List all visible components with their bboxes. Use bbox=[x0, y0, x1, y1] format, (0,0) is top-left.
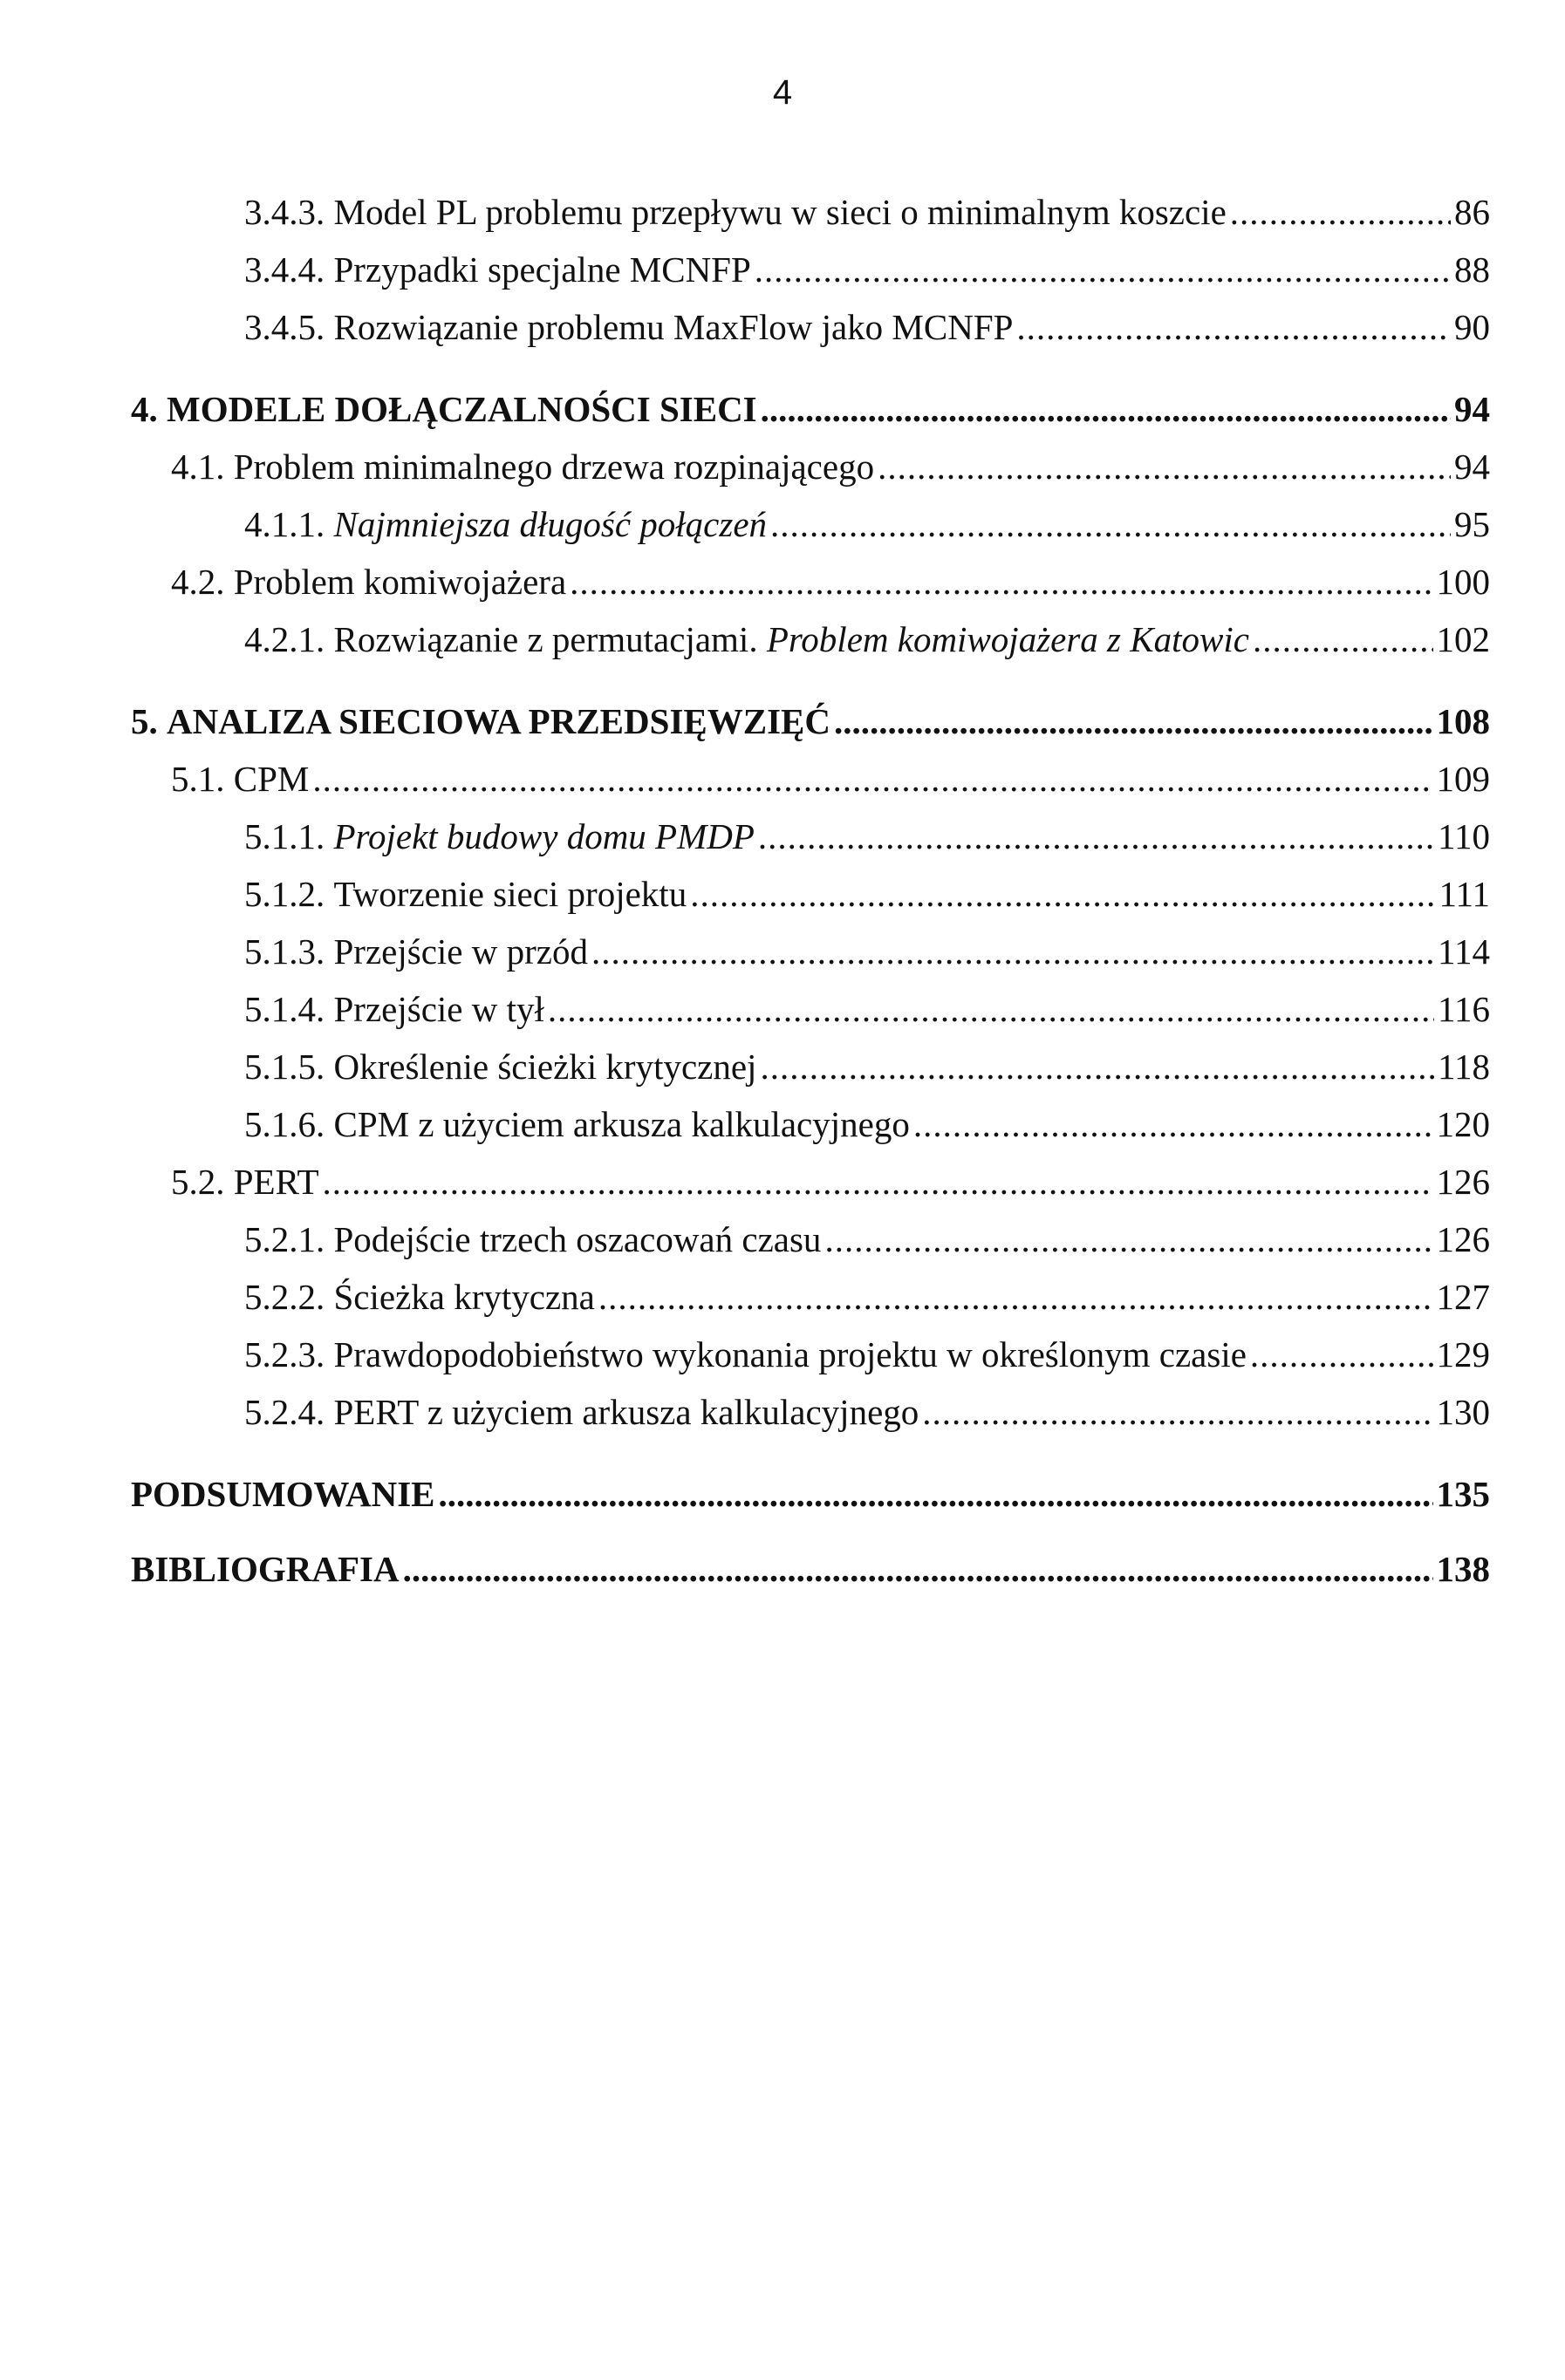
toc-entry-page: 138 bbox=[1436, 1549, 1490, 1589]
toc-entry-title: Ścieżka krytyczna bbox=[333, 1277, 595, 1317]
toc-entry-3-4-3[interactable] bbox=[131, 190, 1490, 234]
toc-entry-page: 108 bbox=[1436, 701, 1490, 741]
toc-entry-page: 118 bbox=[1438, 1047, 1490, 1087]
dot-leader bbox=[323, 1160, 1433, 1204]
toc-entry-page: 120 bbox=[1436, 1104, 1490, 1144]
toc-entry-title: Podejście trzech oszacowań czasu bbox=[333, 1219, 822, 1259]
dot-leader bbox=[1016, 305, 1451, 349]
toc-entry-number: 5.1. bbox=[171, 759, 225, 799]
toc-entry-number: 5.2.2. bbox=[244, 1277, 325, 1317]
toc-entry-title-italic: Problem komiwojażera z Katowic bbox=[766, 619, 1249, 659]
toc-entry-5-2-2[interactable] bbox=[131, 1275, 1490, 1319]
toc-entry-number: 5.1.5. bbox=[244, 1047, 325, 1087]
toc-chapter-4[interactable] bbox=[131, 387, 1490, 431]
toc-entry-title: BIBLIOGRAFIA bbox=[131, 1549, 400, 1589]
toc-entry-title: MODELE DOŁĄCZALNOŚCI SIECI bbox=[167, 389, 757, 429]
dot-leader bbox=[922, 1390, 1432, 1434]
toc-entry-page: 129 bbox=[1436, 1334, 1490, 1374]
toc-entry-title: Model PL problemu przepływu w sieci o minimalnym koszcie bbox=[333, 192, 1227, 232]
toc-entry-page: 90 bbox=[1454, 307, 1490, 347]
dot-leader bbox=[570, 560, 1432, 604]
dot-leader bbox=[439, 1472, 1433, 1516]
toc-entry-number: 3.4.3. bbox=[244, 192, 325, 232]
toc-entry-title: Tworzenie sieci projektu bbox=[333, 874, 687, 914]
toc-entry-title: Przypadki specjalne MCNFP bbox=[333, 249, 751, 290]
dot-leader bbox=[758, 815, 1434, 858]
toc-entry-title: Problem komiwojażera bbox=[233, 562, 567, 602]
toc-entry-5-2-1[interactable] bbox=[131, 1217, 1490, 1261]
toc-entry-title: Przejście w przód bbox=[333, 931, 588, 972]
toc-entry-page: 126 bbox=[1436, 1219, 1490, 1259]
toc-entry-number: 4.2.1. bbox=[244, 619, 325, 659]
toc-entry-number: 5.1.6. bbox=[244, 1104, 325, 1144]
toc-entry-5-1-6[interactable] bbox=[131, 1102, 1490, 1146]
toc-entry-page: 94 bbox=[1454, 389, 1490, 429]
toc-entry-4-2-1[interactable] bbox=[131, 617, 1490, 661]
dot-leader bbox=[1253, 617, 1433, 661]
toc-entry-5-2[interactable] bbox=[131, 1160, 1490, 1204]
toc-entry-5-1-5[interactable] bbox=[131, 1045, 1490, 1088]
toc-entry-title: Rozwiązanie z permutacjami. bbox=[333, 619, 758, 659]
toc-entry-number: 5.1.3. bbox=[244, 931, 325, 972]
toc-entry-page: 95 bbox=[1454, 504, 1490, 544]
toc-entry-number: 4.1.1. bbox=[244, 504, 325, 544]
toc-entry-page: 116 bbox=[1438, 989, 1490, 1029]
toc-entry-number: 5.1.2. bbox=[244, 874, 325, 914]
toc-entry-page: 130 bbox=[1436, 1392, 1490, 1432]
toc-entry-title: CPM z użyciem arkusza kalkulacyjnego bbox=[333, 1104, 910, 1144]
toc-entry-title: CPM bbox=[233, 759, 310, 799]
toc-entry-number: 5.2.1. bbox=[244, 1219, 325, 1259]
dot-leader bbox=[548, 987, 1434, 1031]
toc-entry-title: Przejście w tył bbox=[333, 989, 544, 1029]
toc-bibliografia[interactable] bbox=[131, 1547, 1490, 1591]
toc-entry-number: 5.2.4. bbox=[244, 1392, 325, 1432]
toc-entry-title: Problem minimalnego drzewa rozpinającego bbox=[233, 447, 875, 487]
toc-entry-title: PERT bbox=[233, 1162, 319, 1202]
toc-entry-number: 3.4.4. bbox=[244, 249, 325, 290]
toc-chapter-5[interactable] bbox=[131, 699, 1490, 743]
page-number: 4 bbox=[772, 73, 793, 112]
dot-leader bbox=[760, 1045, 1434, 1088]
toc-entry-number: 4.2. bbox=[171, 562, 225, 602]
toc-entry-5-1-3[interactable] bbox=[131, 930, 1490, 973]
dot-leader bbox=[591, 930, 1434, 973]
toc-entry-5-2-4[interactable] bbox=[131, 1390, 1490, 1434]
toc-entry-number: 4. bbox=[131, 389, 158, 429]
dot-leader bbox=[598, 1275, 1433, 1319]
toc-entry-title: Prawdopodobieństwo wykonania projektu w określonym czasie bbox=[333, 1334, 1247, 1374]
toc-entry-4-1[interactable] bbox=[131, 445, 1490, 488]
toc-entry-page: 126 bbox=[1436, 1162, 1490, 1202]
dot-leader bbox=[824, 1217, 1432, 1261]
toc-entry-page: 94 bbox=[1454, 447, 1490, 487]
toc-entry-title: Rozwiązanie problemu MaxFlow jako MCNFP bbox=[333, 307, 1014, 347]
toc-entry-number: 3.4.5. bbox=[244, 307, 325, 347]
dot-leader bbox=[1230, 190, 1451, 234]
toc-entry-page: 110 bbox=[1438, 816, 1490, 856]
dot-leader bbox=[770, 502, 1451, 546]
dot-leader bbox=[761, 387, 1451, 431]
toc-entry-number: 5.2. bbox=[171, 1162, 225, 1202]
toc-entry-title: PODSUMOWANIE bbox=[131, 1474, 435, 1514]
toc-entry-title: ANALIZA SIECIOWA PRZEDSIĘWZIĘĆ bbox=[167, 701, 831, 741]
toc-entry-5-1-2[interactable] bbox=[131, 872, 1490, 916]
toc-entry-3-4-5[interactable] bbox=[131, 305, 1490, 349]
toc-entry-5-2-3[interactable] bbox=[131, 1333, 1490, 1376]
toc-entry-page: 127 bbox=[1436, 1277, 1490, 1317]
toc-entry-5-1-4[interactable] bbox=[131, 987, 1490, 1031]
toc-entry-number: 5.2.3. bbox=[244, 1334, 325, 1374]
toc-entry-number: 5. bbox=[131, 701, 158, 741]
toc-entry-page: 109 bbox=[1436, 759, 1490, 799]
toc-entry-title: Określenie ścieżki krytycznej bbox=[333, 1047, 757, 1087]
dot-leader bbox=[1250, 1333, 1433, 1376]
toc-entry-5-1[interactable] bbox=[131, 757, 1490, 801]
toc-entry-title: Projekt budowy domu PMDP bbox=[333, 816, 755, 856]
toc-entry-4-2[interactable] bbox=[131, 560, 1490, 604]
toc-podsumowanie[interactable] bbox=[131, 1472, 1490, 1516]
dot-leader bbox=[755, 248, 1451, 291]
dot-leader bbox=[312, 757, 1432, 801]
toc-entry-title: Najmniejsza długość połączeń bbox=[333, 504, 768, 544]
dot-leader bbox=[690, 872, 1435, 916]
toc-entry-4-1-1[interactable] bbox=[131, 502, 1490, 546]
toc-entry-page: 86 bbox=[1454, 192, 1490, 232]
toc-entry-page: 111 bbox=[1439, 874, 1490, 914]
toc-entry-number: 5.1.1. bbox=[244, 816, 325, 856]
dot-leader bbox=[403, 1547, 1433, 1591]
dot-leader bbox=[834, 699, 1432, 743]
dot-leader bbox=[878, 445, 1451, 488]
toc-entry-page: 114 bbox=[1438, 931, 1490, 972]
toc-entry-3-4-4[interactable] bbox=[131, 248, 1490, 291]
dot-leader bbox=[913, 1102, 1433, 1146]
toc-entry-page: 102 bbox=[1436, 619, 1490, 659]
toc-entry-page: 88 bbox=[1454, 249, 1490, 290]
toc-entry-page: 135 bbox=[1436, 1474, 1490, 1514]
toc-entry-5-1-1[interactable] bbox=[131, 815, 1490, 858]
toc-entry-number: 5.1.4. bbox=[244, 989, 325, 1029]
toc-entry-title: PERT z użyciem arkusza kalkulacyjnego bbox=[333, 1392, 919, 1432]
toc-entry-number: 4.1. bbox=[171, 447, 225, 487]
toc-entry-page: 100 bbox=[1436, 562, 1490, 602]
